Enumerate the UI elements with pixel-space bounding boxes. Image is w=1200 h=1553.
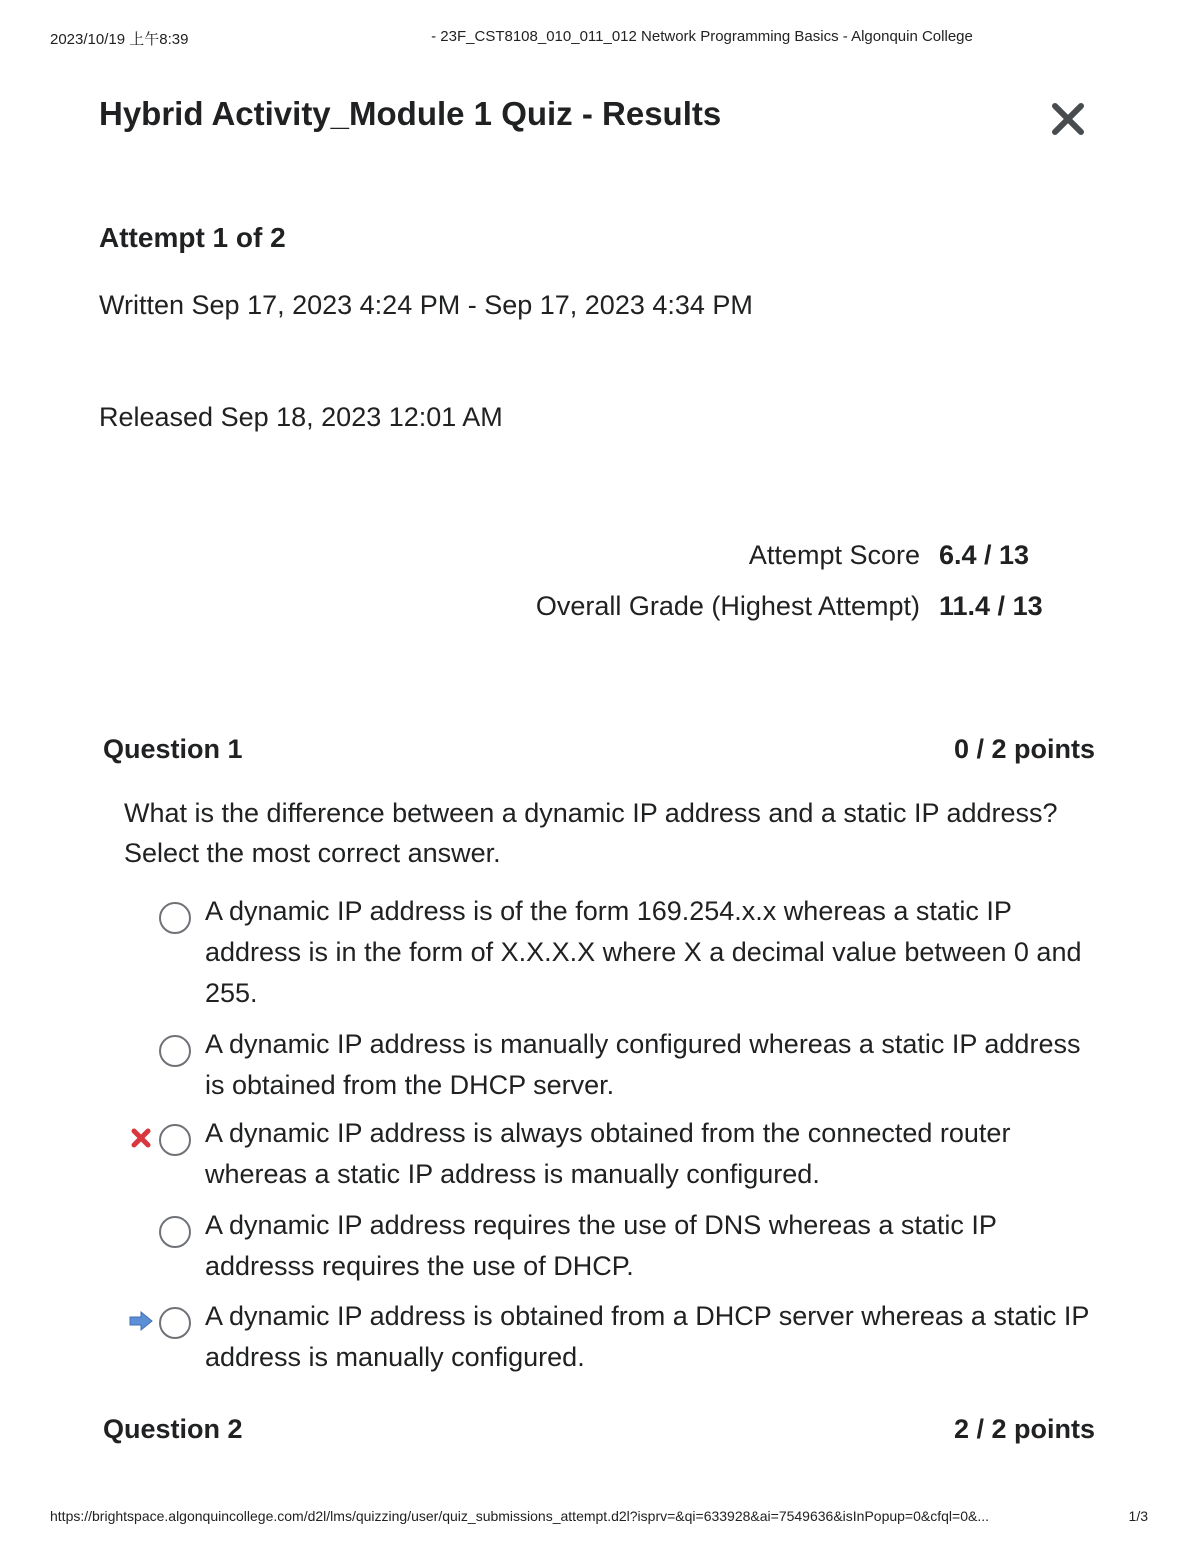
page-number: 1/3: [1128, 1508, 1148, 1524]
question-title: Question 1: [103, 734, 243, 764]
answer-option-text: A dynamic IP address is of the form 169.254.x.x whereas a static IP address is in the form of X.X.X.X where X a decimal value between 0 and 255.: [205, 896, 1082, 1008]
close-icon: [1046, 97, 1090, 141]
overall-grade-label: Overall Grade (Highest Attempt): [535, 591, 920, 621]
released-timestamp: Released Sep 18, 2023 12:01 AM: [99, 402, 503, 432]
radio-button[interactable]: [159, 1035, 191, 1067]
print-document-title: - 23F_CST8108_010_011_012 Network Programming Basics - Algonquin College: [431, 28, 973, 45]
question-title: Question 2: [103, 1414, 243, 1444]
print-header: [0, 28, 1200, 48]
question-points: 0 / 2 points: [953, 734, 1095, 764]
question-header: [103, 1414, 1095, 1445]
attempt-label: Attempt 1 of 2: [99, 222, 286, 253]
answer-option-text: A dynamic IP address requires the use of DNS whereas a static IP addresss requires the use of DHCP.: [205, 1210, 997, 1281]
attempt-score-label: Attempt Score: [748, 540, 920, 570]
radio-button[interactable]: [159, 902, 191, 934]
question-text: What is the difference between a dynamic IP address and a static IP address? Select the most correct answer.: [124, 798, 1058, 868]
print-url: https://brightspace.algonquincollege.com/d2l/lms/quizzing/user/quiz_submissions_attempt.d2l?isprv=&qi=633928&ai=7549636&isInPopup=0&cfql=0&...: [50, 1508, 989, 1524]
answer-option-text: A dynamic IP address is manually configured whereas a static IP address is obtained from the DHCP server.: [205, 1029, 1081, 1100]
print-datetime: 2023/10/19 上午8:39: [50, 31, 189, 48]
overall-grade-value: 11.4 / 13: [939, 591, 1043, 621]
radio-button[interactable]: [159, 1124, 191, 1156]
radio-button[interactable]: [159, 1307, 191, 1339]
question-header: [103, 734, 1095, 765]
question-points: 2 / 2 points: [953, 1414, 1095, 1444]
attempt-score-value: 6.4 / 13: [939, 540, 1030, 570]
written-timestamp: Written Sep 17, 2023 4:24 PM - Sep 17, 2023 4:34 PM: [99, 290, 753, 320]
radio-button[interactable]: [159, 1216, 191, 1248]
page-title: Hybrid Activity_Module 1 Quiz - Results: [99, 95, 722, 132]
close-button[interactable]: [1046, 97, 1090, 141]
correct-answer-arrow-icon: [128, 1310, 154, 1332]
incorrect-x-icon: [128, 1127, 154, 1149]
print-footer: [50, 1508, 1150, 1524]
answer-option-text: A dynamic IP address is obtained from a DHCP server whereas a static IP address is manually configured.: [205, 1301, 1089, 1372]
answer-option-text: A dynamic IP address is always obtained from the connected router whereas a static IP address is manually configured.: [205, 1118, 1011, 1189]
